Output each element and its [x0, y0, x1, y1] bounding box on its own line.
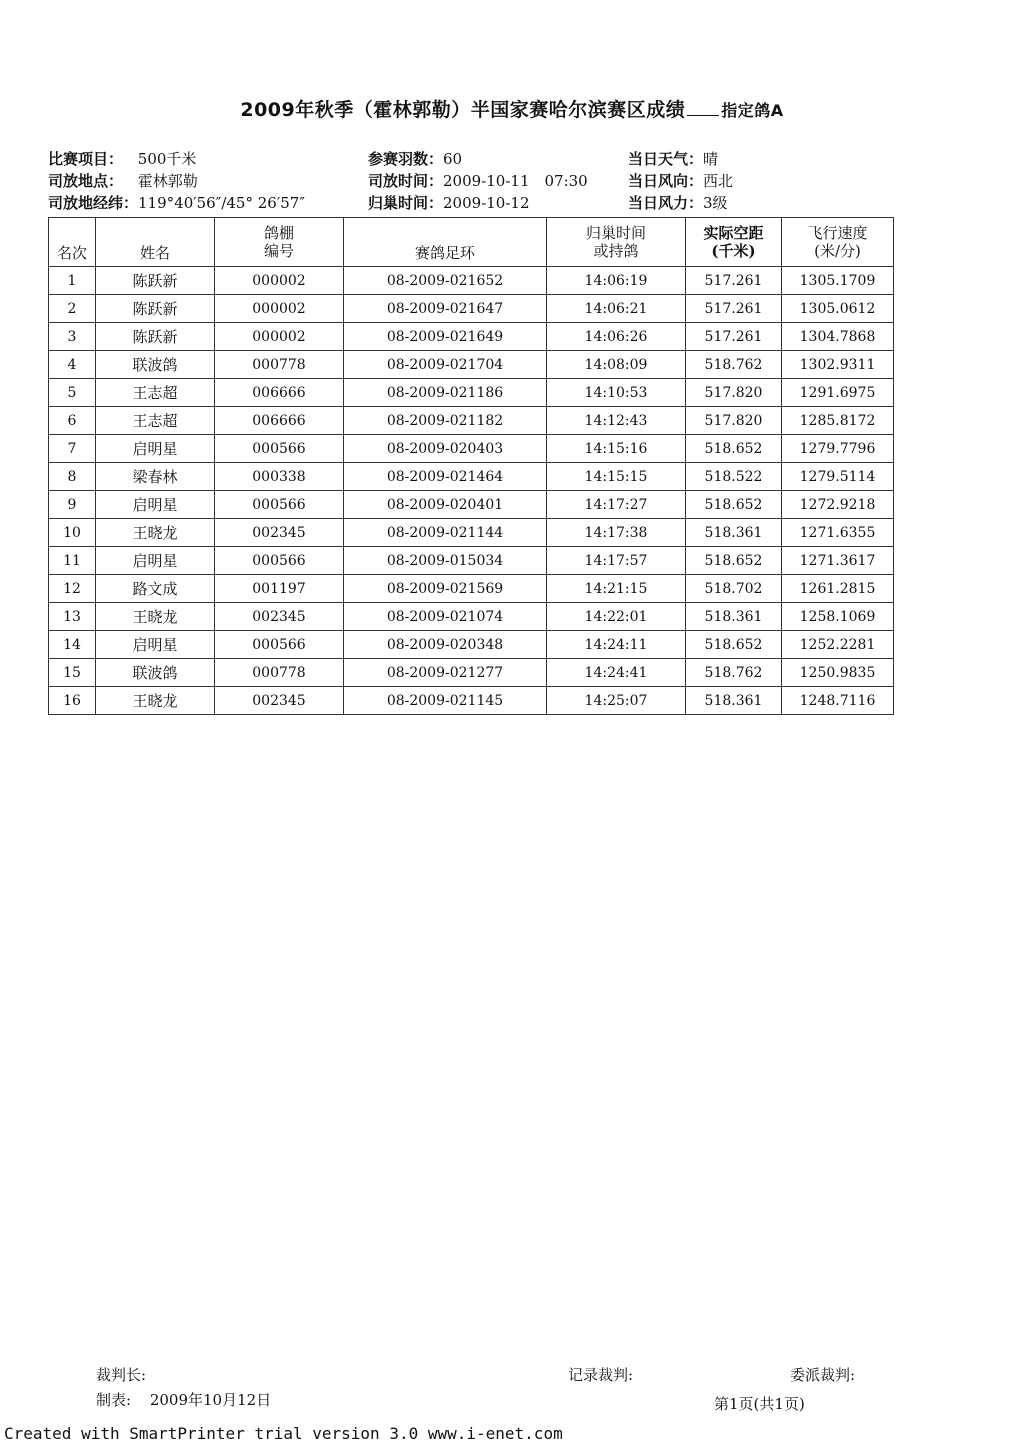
title-suffix: 指定鸽A — [721, 101, 784, 120]
info-count — [368, 148, 462, 169]
cell-rank: 1 — [49, 267, 96, 295]
cell-ring: 08-2009-020401 — [344, 491, 547, 519]
cell-rank: 9 — [49, 491, 96, 519]
cell-name: 启明星 — [96, 631, 215, 659]
header-time-line2: 或持鸽 — [593, 242, 639, 260]
cell-dist: 518.652 — [686, 435, 782, 463]
cell-ring: 08-2009-020348 — [344, 631, 547, 659]
cell-time: 14:15:16 — [547, 435, 686, 463]
cell-ring: 08-2009-021569 — [344, 575, 547, 603]
cell-ring: 08-2009-020403 — [344, 435, 547, 463]
info-release-time-value: 2009-10-11 07:30 — [443, 172, 588, 190]
footer-chief-referee: 裁判长: — [96, 1366, 147, 1384]
table-header-row — [49, 218, 894, 267]
cell-rank: 10 — [49, 519, 96, 547]
results-table — [48, 217, 894, 715]
cell-rank: 7 — [49, 435, 96, 463]
cell-speed: 1302.9311 — [782, 351, 894, 379]
title-main: 2009年秋季（霍林郭勒）半国家赛哈尔滨赛区成绩 — [240, 99, 686, 121]
cell-dist: 518.361 — [686, 603, 782, 631]
cell-loft: 000566 — [215, 435, 344, 463]
cell-name: 王晓龙 — [96, 603, 215, 631]
cell-name: 王晓龙 — [96, 519, 215, 547]
cell-speed: 1250.9835 — [782, 659, 894, 687]
info-item-label: 比赛项目： — [48, 150, 124, 168]
cell-time: 14:12:43 — [547, 407, 686, 435]
cell-time: 14:15:15 — [547, 463, 686, 491]
info-release-place-label: 司放地点： — [48, 172, 124, 190]
cell-speed: 1272.9218 — [782, 491, 894, 519]
cell-name: 联波鸽 — [96, 659, 215, 687]
cell-speed: 1304.7868 — [782, 323, 894, 351]
table-row — [49, 407, 894, 435]
info-wind-dir-value: 西北 — [703, 172, 734, 190]
cell-time: 14:17:57 — [547, 547, 686, 575]
info-count-label: 参赛羽数： — [368, 150, 444, 168]
cell-name: 启明星 — [96, 547, 215, 575]
header-time — [547, 218, 686, 267]
cell-rank: 5 — [49, 379, 96, 407]
table-row — [49, 351, 894, 379]
cell-loft: 000778 — [215, 659, 344, 687]
cell-speed: 1285.8172 — [782, 407, 894, 435]
header-speed — [782, 218, 894, 267]
info-wind-dir-label: 当日风向： — [628, 172, 704, 190]
cell-rank: 13 — [49, 603, 96, 631]
cell-ring: 08-2009-021647 — [344, 295, 547, 323]
cell-ring: 08-2009-021182 — [344, 407, 547, 435]
table-row — [49, 295, 894, 323]
cell-dist: 518.652 — [686, 631, 782, 659]
cell-time: 14:24:11 — [547, 631, 686, 659]
footer-made-by-label: 制表: — [96, 1391, 132, 1409]
cell-dist: 518.361 — [686, 687, 782, 715]
info-item — [48, 148, 196, 169]
cell-dist: 518.522 — [686, 463, 782, 491]
cell-rank: 3 — [49, 323, 96, 351]
header-distance-line1: 实际空距 — [703, 224, 764, 242]
cell-dist: 517.820 — [686, 407, 782, 435]
cell-rank: 4 — [49, 351, 96, 379]
info-weather-label: 当日天气： — [628, 150, 704, 168]
cell-time: 14:10:53 — [547, 379, 686, 407]
cell-rank: 11 — [49, 547, 96, 575]
cell-ring: 08-2009-021704 — [344, 351, 547, 379]
header-name: 姓名 — [96, 218, 215, 267]
footer-recorder: 记录裁判: — [568, 1366, 634, 1384]
cell-ring: 08-2009-021074 — [344, 603, 547, 631]
title-underline — [687, 101, 719, 116]
cell-speed: 1271.3617 — [782, 547, 894, 575]
cell-loft: 002345 — [215, 603, 344, 631]
cell-ring: 08-2009-021144 — [344, 519, 547, 547]
cell-name: 路文成 — [96, 575, 215, 603]
cell-loft: 001197 — [215, 575, 344, 603]
cell-name: 陈跃新 — [96, 323, 215, 351]
table-row — [49, 603, 894, 631]
table-row — [49, 435, 894, 463]
cell-dist: 518.652 — [686, 491, 782, 519]
cell-dist: 517.820 — [686, 379, 782, 407]
cell-loft: 006666 — [215, 379, 344, 407]
info-wind-force — [628, 192, 728, 213]
cell-speed: 1305.1709 — [782, 267, 894, 295]
cell-dist: 518.361 — [686, 519, 782, 547]
cell-ring: 08-2009-021649 — [344, 323, 547, 351]
cell-loft: 000566 — [215, 491, 344, 519]
cell-loft: 006666 — [215, 407, 344, 435]
cell-speed: 1248.7116 — [782, 687, 894, 715]
cell-rank: 8 — [49, 463, 96, 491]
header-ring: 赛鸽足环 — [344, 218, 547, 267]
cell-time: 14:08:09 — [547, 351, 686, 379]
cell-time: 14:06:19 — [547, 267, 686, 295]
header-rank: 名次 — [49, 218, 96, 267]
info-wind-force-label: 当日风力： — [628, 194, 704, 212]
table-row — [49, 463, 894, 491]
info-wind-force-value: 3级 — [703, 194, 728, 212]
cell-loft: 000566 — [215, 547, 344, 575]
cell-time: 14:06:26 — [547, 323, 686, 351]
cell-speed: 1305.0612 — [782, 295, 894, 323]
cell-dist: 518.652 — [686, 547, 782, 575]
cell-loft: 000002 — [215, 295, 344, 323]
cell-loft: 000778 — [215, 351, 344, 379]
cell-dist: 518.702 — [686, 575, 782, 603]
cell-speed: 1258.1069 — [782, 603, 894, 631]
cell-speed: 1279.7796 — [782, 435, 894, 463]
cell-ring: 08-2009-021145 — [344, 687, 547, 715]
cell-loft: 002345 — [215, 687, 344, 715]
cell-time: 14:21:15 — [547, 575, 686, 603]
cell-name: 梁春林 — [96, 463, 215, 491]
cell-rank: 16 — [49, 687, 96, 715]
cell-ring: 08-2009-021464 — [344, 463, 547, 491]
info-release-place — [48, 170, 198, 191]
watermark-credit: Created with SmartPrinter trial version 3.0 www.i-enet.com — [4, 1424, 563, 1443]
cell-name: 王志超 — [96, 407, 215, 435]
cell-ring: 08-2009-021652 — [344, 267, 547, 295]
cell-time: 14:24:41 — [547, 659, 686, 687]
page-title — [0, 95, 1024, 122]
info-item-value: 500千米 — [137, 150, 197, 168]
header-loft-line1: 鸽棚 — [263, 224, 294, 242]
cell-time: 14:17:27 — [547, 491, 686, 519]
info-return-time-label: 归巢时间： — [368, 194, 444, 212]
cell-name: 陈跃新 — [96, 267, 215, 295]
cell-dist: 517.261 — [686, 323, 782, 351]
table-row — [49, 687, 894, 715]
header-distance — [686, 218, 782, 267]
table-body — [49, 267, 894, 715]
info-coords-label: 司放地经纬： — [48, 194, 139, 212]
info-count-value: 60 — [443, 150, 463, 168]
cell-loft: 000566 — [215, 631, 344, 659]
cell-name: 启明星 — [96, 491, 215, 519]
cell-ring: 08-2009-015034 — [344, 547, 547, 575]
footer-made-by — [96, 1389, 271, 1410]
cell-time: 14:22:01 — [547, 603, 686, 631]
header-speed-line2: (米/分) — [814, 242, 861, 260]
table-row — [49, 323, 894, 351]
cell-dist: 517.261 — [686, 295, 782, 323]
cell-ring: 08-2009-021277 — [344, 659, 547, 687]
info-wind-dir — [628, 170, 733, 191]
cell-name: 陈跃新 — [96, 295, 215, 323]
footer-page-info: 第1页(共1页) — [714, 1395, 805, 1413]
cell-loft: 000002 — [215, 267, 344, 295]
cell-rank: 15 — [49, 659, 96, 687]
footer-made-by-date: 2009年10月12日 — [149, 1391, 272, 1409]
cell-speed: 1279.5114 — [782, 463, 894, 491]
cell-time: 14:17:38 — [547, 519, 686, 547]
header-distance-line2: (千米) — [711, 242, 756, 260]
cell-speed: 1252.2281 — [782, 631, 894, 659]
table-row — [49, 519, 894, 547]
cell-rank: 12 — [49, 575, 96, 603]
info-return-time — [368, 192, 530, 213]
cell-loft: 000002 — [215, 323, 344, 351]
header-loft — [215, 218, 344, 267]
cell-dist: 517.261 — [686, 267, 782, 295]
table-row — [49, 547, 894, 575]
cell-rank: 14 — [49, 631, 96, 659]
table-row — [49, 491, 894, 519]
cell-name: 启明星 — [96, 435, 215, 463]
cell-loft: 000338 — [215, 463, 344, 491]
info-coords — [48, 192, 305, 213]
cell-loft: 002345 — [215, 519, 344, 547]
info-coords-value: 119°40′56″/45° 26′57″ — [138, 194, 305, 212]
cell-ring: 08-2009-021186 — [344, 379, 547, 407]
info-weather — [628, 148, 718, 169]
table-row — [49, 659, 894, 687]
cell-dist: 518.762 — [686, 351, 782, 379]
info-return-time-value: 2009-10-12 — [443, 194, 530, 212]
info-weather-value: 晴 — [703, 150, 719, 168]
footer-assigned-referee: 委派裁判: — [790, 1366, 856, 1384]
info-release-time-label: 司放时间： — [368, 172, 444, 190]
table-row — [49, 379, 894, 407]
cell-speed: 1271.6355 — [782, 519, 894, 547]
cell-time: 14:06:21 — [547, 295, 686, 323]
cell-rank: 2 — [49, 295, 96, 323]
info-release-time — [368, 170, 588, 191]
header-speed-line1: 飞行速度 — [807, 224, 868, 242]
cell-speed: 1261.2815 — [782, 575, 894, 603]
header-time-line1: 归巢时间 — [585, 224, 646, 242]
table-row — [49, 575, 894, 603]
table-row — [49, 267, 894, 295]
info-release-place-value: 霍林郭勒 — [137, 172, 198, 190]
cell-rank: 6 — [49, 407, 96, 435]
cell-speed: 1291.6975 — [782, 379, 894, 407]
cell-name: 王志超 — [96, 379, 215, 407]
cell-name: 王晓龙 — [96, 687, 215, 715]
table-row — [49, 631, 894, 659]
cell-name: 联波鸽 — [96, 351, 215, 379]
cell-dist: 518.762 — [686, 659, 782, 687]
cell-time: 14:25:07 — [547, 687, 686, 715]
header-loft-line2: 编号 — [263, 242, 294, 260]
